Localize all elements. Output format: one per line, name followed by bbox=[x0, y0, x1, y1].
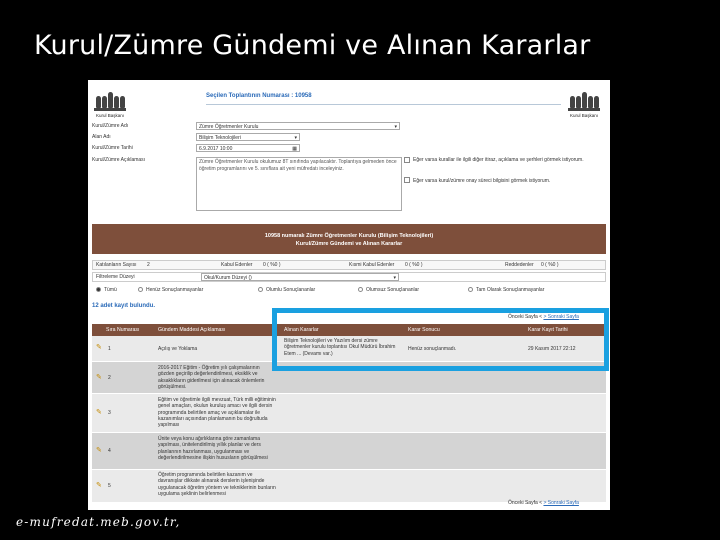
slide-footer: e-mufredat.meb.gov.tr, bbox=[16, 515, 181, 529]
chevron-down-icon: ▾ bbox=[393, 275, 396, 281]
stats-row bbox=[92, 260, 606, 270]
participants-value: 2 bbox=[147, 262, 150, 268]
radio-negative-label: Olumsuz Sonuçlananlar bbox=[366, 287, 420, 293]
prev-page-link[interactable]: Önceki Sayfa bbox=[508, 500, 538, 506]
col-header-result: Karar Sonucu bbox=[408, 327, 440, 333]
calendar-icon[interactable]: ▦ bbox=[292, 146, 297, 152]
row-number: 4 bbox=[108, 448, 111, 454]
col-header-topic: Gündem Maddesi Açıklaması bbox=[158, 327, 226, 333]
row-number: 1 bbox=[108, 346, 111, 352]
row-topic: Eğitim ve öğretimle ilgili mevzuat, Türk milli eğitiminin genel amaçları, okulun kuruluş amacı ve ilgili dersin programında belirtilen amaç ve açıklamalar ile kazanımları açısından planlamanın bu doğrultuda yapılması bbox=[158, 397, 276, 429]
radio-all[interactable] bbox=[96, 287, 117, 293]
show-objections-label: Eğer varsa kurallar ile ilgili diğer itiraz, açıklama ve şerhleri görmek istiyorum. bbox=[413, 157, 584, 163]
board-type-value: Zümre Öğretmenler Kurulu bbox=[199, 124, 259, 130]
prev-page-link[interactable]: Önceki Sayfa bbox=[508, 314, 538, 320]
description-textarea[interactable]: Zümre Öğretmenler Kurulu okulumuz 8T sınıfında yapılacaktır. Toplantıya gelmeden önce öğretim programlarını ve 5. sınıflara ait yeni müfredatı inceleyiniz. bbox=[196, 157, 402, 211]
board-logo-left bbox=[92, 90, 128, 118]
meeting-banner bbox=[92, 224, 606, 254]
participants-label: Katılanların Sayısı bbox=[96, 262, 137, 268]
next-page-link[interactable]: > Sonraki Sayfa bbox=[543, 500, 579, 506]
accepted-value: 0 ( %0 ) bbox=[263, 262, 281, 268]
date-input[interactable] bbox=[196, 144, 300, 152]
accepted-label: Kabul Edenler bbox=[221, 262, 253, 268]
filter-row bbox=[92, 272, 606, 282]
row-topic: Ünite veya konu ağırlıklarına göre zamanlama yapılması, ünitelendirilmiş yıllık planlar ve ders planlarının hazırlanması, uygulanması ve değerlendirilmesine ilişkin hususların görüşülmesi bbox=[158, 436, 268, 461]
table-row[interactable] bbox=[92, 394, 606, 433]
board-logo-right bbox=[566, 90, 602, 118]
table-row[interactable] bbox=[92, 433, 606, 470]
partial-label: Kısmi Kabul Edenler bbox=[349, 262, 395, 268]
filter-level-label: Filtreleme Düzeyi bbox=[96, 274, 135, 280]
partial-value: 0 ( %0 ) bbox=[405, 262, 423, 268]
pencil-icon[interactable]: ✎ bbox=[96, 374, 102, 381]
row-topic: Açılış ve Yoklama bbox=[158, 346, 198, 352]
table-row[interactable] bbox=[92, 470, 606, 503]
description-label: Kurul/Zümre Açıklaması bbox=[92, 157, 146, 163]
radio-all-label: Tümü bbox=[104, 287, 117, 293]
banner-line-1: 10958 numaralı Zümre Öğretmenler Kurulu (Bilişim Teknolojileri) bbox=[264, 233, 434, 239]
chevron-down-icon: ▾ bbox=[394, 124, 397, 130]
row-topic: Öğretim programında belirtilen kazanım ve davranışlar dikkate alınarak derslerin işlenişinde uygulanacak öğretim yöntem ve tekniklerinin bunların uygulama şeklinin belirlenmesi bbox=[158, 472, 276, 497]
field-label: Alan Adı bbox=[92, 134, 111, 140]
filter-level-value: Okul/Kurum Düzeyi () bbox=[204, 275, 252, 281]
row-number: 3 bbox=[108, 410, 111, 416]
radio-negative[interactable] bbox=[358, 287, 419, 293]
show-approval-label: Eğer varsa kurul/zümre onay süreci bilgisini görmek istiyorum. bbox=[413, 178, 551, 184]
col-header-no: Sıra Numarası bbox=[106, 327, 140, 333]
radio-incomplete-label: Tam Olarak Sonuçlanmayanlar bbox=[476, 287, 545, 293]
show-objections-checkbox[interactable] bbox=[404, 157, 410, 163]
board-type-select[interactable] bbox=[196, 122, 400, 130]
radio-positive-label: Olumlu Sonuçlananlar bbox=[266, 287, 316, 293]
pencil-icon[interactable]: ✎ bbox=[96, 409, 102, 416]
result-filter-radios bbox=[92, 286, 606, 296]
row-result: Henüz sonuçlanmadı. bbox=[408, 346, 457, 352]
rejected-value: 0 ( %0 ) bbox=[541, 262, 559, 268]
pager-bottom bbox=[508, 500, 579, 506]
slide-title: Kurul/Zümre Gündemi ve Alınan Kararlar bbox=[34, 30, 591, 61]
field-value: Bilişim Teknolojileri bbox=[199, 135, 241, 141]
pencil-icon[interactable]: ✎ bbox=[96, 482, 102, 489]
radio-incomplete[interactable] bbox=[468, 287, 544, 293]
people-icon bbox=[92, 90, 128, 108]
people-icon bbox=[566, 90, 602, 108]
col-header-date: Karar Kayıt Tarihi bbox=[528, 327, 568, 333]
board-type-label: Kurul/Zümre Adı bbox=[92, 123, 129, 129]
next-page-link[interactable]: > Sonraki Sayfa bbox=[543, 314, 579, 320]
rejected-label: Reddedenler bbox=[505, 262, 534, 268]
record-count: 12 adet kayıt bulundu. bbox=[92, 303, 156, 309]
show-approval-checkbox[interactable] bbox=[404, 177, 410, 183]
pager-separator: < bbox=[539, 314, 543, 320]
date-label: Kurul/Zümre Tarihi bbox=[92, 145, 133, 151]
row-number: 2 bbox=[108, 375, 111, 381]
row-number: 5 bbox=[108, 483, 111, 489]
banner-line-2: Kurul/Zümre Gündemi ve Alınan Kararlar bbox=[295, 241, 403, 247]
radio-positive[interactable] bbox=[258, 287, 315, 293]
pager-separator: < bbox=[539, 500, 543, 506]
col-header-decision: Alınan Kararlar bbox=[284, 327, 319, 333]
chevron-down-icon: ▾ bbox=[294, 135, 297, 141]
radio-pending[interactable] bbox=[138, 287, 203, 293]
meeting-number-title: Seçilen Toplantının Numarası : 10958 bbox=[206, 93, 312, 99]
row-topic: 2016-2017 Eğitim - Öğretim yılı çalışmalarının gözden geçirilip değerlendirilmesi, eksiklik ve aksaklıkların giderilmesi için alınacak önlemlerin görüşülmesi. bbox=[158, 365, 265, 390]
logo-caption: Kurul Başkanı bbox=[95, 113, 124, 118]
header-divider bbox=[206, 104, 561, 105]
logo-caption: Kurul Başkanı bbox=[569, 113, 598, 118]
decision-highlight-box bbox=[272, 308, 609, 371]
row-decision: Bilişim Teknolojileri ve Yazılım dersi zümre öğretmenler kurulu toplantısı Okul Müdürü İbrahim Etem ... (Devamı var.) bbox=[284, 338, 396, 357]
pencil-icon[interactable]: ✎ bbox=[96, 447, 102, 454]
app-screenshot bbox=[88, 80, 610, 510]
field-select[interactable] bbox=[196, 133, 300, 141]
filter-level-select[interactable] bbox=[201, 273, 399, 281]
pencil-icon[interactable]: ✎ bbox=[96, 344, 102, 351]
row-date: 29 Kasım 2017 22:12 bbox=[528, 346, 576, 352]
date-value: 6.9.2017 10:00 bbox=[199, 146, 233, 152]
radio-pending-label: Henüz Sonuçlanmayanlar bbox=[146, 287, 204, 293]
